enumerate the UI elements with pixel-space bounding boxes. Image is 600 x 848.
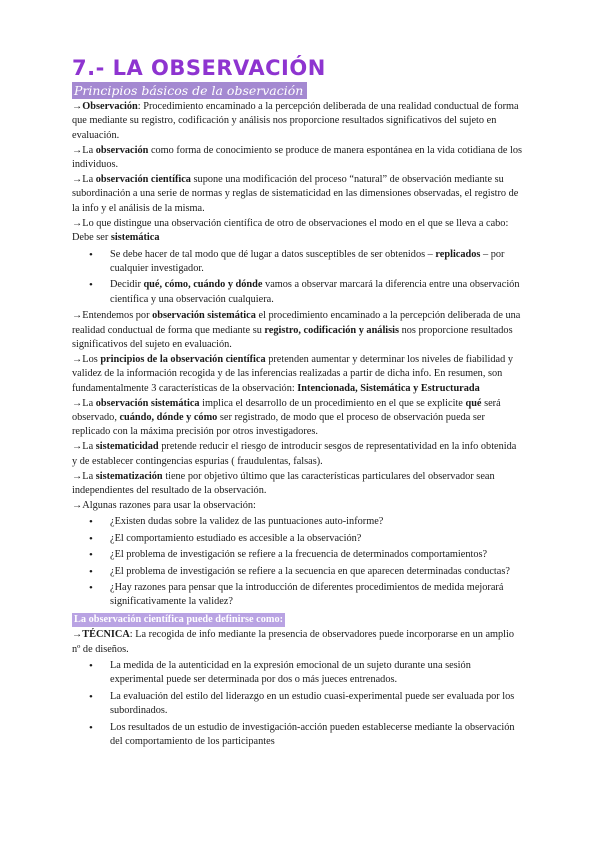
arrow-icon: → <box>72 310 83 322</box>
list-item: • ¿Existen dudas sobre la validez de las puntuaciones auto-informe? <box>72 515 524 529</box>
arrow-icon: → <box>72 499 83 511</box>
page-title: 7.- LA OBSERVACIÓN <box>72 56 326 80</box>
paragraph-procedimiento: →La observación sistemática implica el desarrollo de un procedimiento en el que se explicite qué será observado, cuándo, dónde y cómo ser registrado, de modo que el proceso de observación pueda ser replicado con la máxima precisión por otros investigadores. <box>72 397 501 438</box>
arrow-icon: → <box>72 397 83 409</box>
paragraph-sistematizacion: →La sistematización tiene por objetivo último que las características particulares del observador sean independientes del resultado de la observación. <box>72 470 495 497</box>
section-subtitle: Principios básicos de la observación <box>72 82 307 99</box>
bullet-list-razones <box>72 515 524 609</box>
paragraph-sistematicidad: →La sistematicidad pretende reducir el riesgo de introducir sesgos de representatividad en la info obtenida y de establecer contingencias espurias ( fraudulentas, falsas). <box>72 441 517 467</box>
list-item: • ¿El problema de investigación se refiere a la frecuencia de determinados comportamientos? <box>72 548 524 562</box>
arrow-icon: → <box>72 101 83 112</box>
arrow-icon: → <box>72 353 83 365</box>
arrow-icon: → <box>72 144 83 156</box>
list-item: • Decidir qué, cómo, cuándo y dónde vamos a observar marcará la diferencia entre una observación científica y una observación cualquiera. <box>72 278 524 307</box>
highlight-heading: La observación científica puede definirse como: <box>72 613 285 627</box>
arrow-icon: → <box>72 470 83 482</box>
paragraph-principios: →Los principios de la observación científica pretenden aumentar y determinar los niveles de fiabilidad y validez de la información recogida y de las inferencias realizadas a partir de dicha info. En resumen, son fundamentalmente 3 características de la observación: Intencionada, Sistemática y Estructurada <box>72 353 513 394</box>
paragraph-observacion-espontanea: →La observación como forma de conocimiento se produce de manera espontánea en la vida cotidiana de los individuos. <box>72 144 523 171</box>
bullet-list-tecnica <box>72 659 524 749</box>
paragraph-definicion-sistematica: →Entendemos por observación sistemática el procedimiento encaminado a la percepción deliberada de una realidad conductual de forma que mediante su registro, codificación y análisis nos proporcione resultados significativos del sujeto en evaluación. <box>72 310 521 350</box>
arrow-icon: → <box>72 217 83 229</box>
arrow-icon: → <box>72 174 83 186</box>
paragraph-observacion: →Observación: Procedimiento encaminado a la percepción deliberada de una realidad conductual de forma que mediante su registro, codificación y análisis nos proporcione resultados significativos del sujeto en evaluación. <box>72 101 519 141</box>
bullet-list-sistematica <box>72 248 524 308</box>
arrow-icon: → <box>72 629 83 641</box>
list-item: • ¿El problema de investigación se refiere a la secuencia en que aparecen determinadas conductas? <box>72 565 524 579</box>
document-body <box>72 100 524 751</box>
list-item: • La medida de la autenticidad en la expresión emocional de un sujeto durante una sesión experimental puede ser determinada por dos o más jueces entrenados. <box>72 659 524 688</box>
arrow-icon: → <box>72 441 83 453</box>
paragraph-observacion-cientifica: →La observación científica supone una modificación del proceso “natural” de observación mediante su subordinación a una serie de normas y reglas de sistematicidad en las dimensiones observadas, el registro de la info y el análisis de la misma. <box>72 174 519 214</box>
list-item: • ¿El comportamiento estudiado es accesible a la observación? <box>72 532 524 546</box>
paragraph-sistematica: →Lo que distingue una observación científica de otro de observaciones el modo en el que se lleva a cabo: Debe ser sistemática <box>72 217 509 244</box>
list-item: • La evaluación del estilo del liderazgo en un estudio cuasi-experimental puede ser evaluada por los subordinados. <box>72 690 524 719</box>
list-item: • ¿Hay razones para pensar que la introducción de diferentes procedimientos de medida mejorará significativamente la validez? <box>72 581 524 610</box>
paragraph-razones: →Algunas razones para usar la observación: <box>72 499 256 511</box>
paragraph-tecnica: →TÉCNICA: La recogida de info mediante la presencia de observadores puede incorporarse en un amplio nº de diseños. <box>72 629 515 655</box>
list-item: • Se debe hacer de tal modo que dé lugar a datos susceptibles de ser obtenidos – replicados – por cualquier investigador. <box>72 248 524 277</box>
list-item: • Los resultados de un estudio de investigación-acción pueden establecerse mediante la observación del comportamiento de los participantes <box>72 721 524 750</box>
